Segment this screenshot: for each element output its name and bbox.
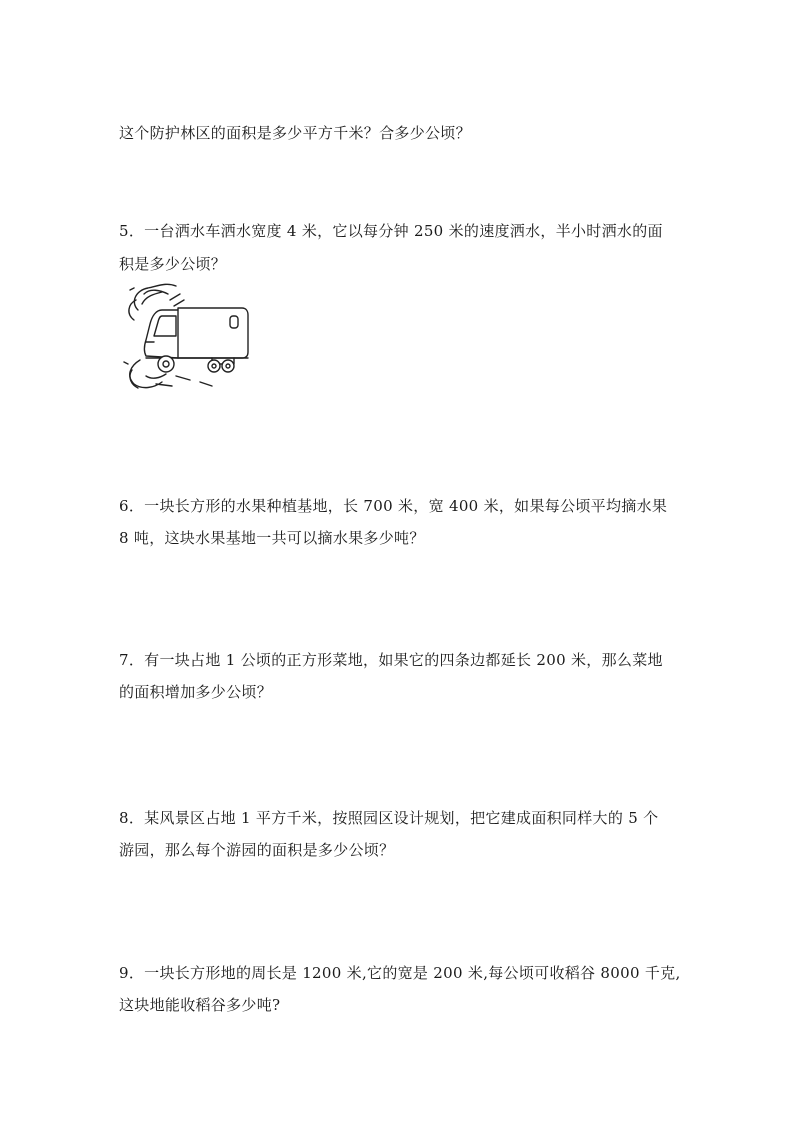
question-6-line-1: 6．一块长方形的水果种植基地，长 700 米，宽 400 米，如果每公顷平均摘水果: [119, 497, 668, 515]
question-5-line-1: 5．一台洒水车洒水宽度 4 米，它以每分钟 250 米的速度洒水，半小时洒水的面: [119, 222, 663, 240]
question-7-line-2: 的面积增加多少公顷？: [119, 683, 273, 701]
question-9-line-1: 9．一块长方形地的周长是 1200 米,它的宽是 200 米,每公顷可收稻谷 8000 千克,: [119, 964, 681, 982]
question-4-tail: 这个防护林区的面积是多少平方千米？合多少公顷？: [119, 124, 471, 142]
question-6-line-2: 8 吨，这块水果基地一共可以摘水果多少吨？: [119, 529, 425, 547]
question-5-line-2: 积是多少公顷？: [119, 255, 227, 273]
question-9-line-2: 这块地能收稻谷多少吨?: [119, 996, 281, 1014]
question-7-line-1: 7．有一块占地 1 公顷的正方形菜地，如果它的四条边都延长 200 米，那么菜地: [119, 651, 663, 669]
water-truck-icon: [116, 280, 252, 396]
question-8-line-1: 8．某风景区占地 1 平方千米，按照园区设计规划，把它建成面积同样大的 5 个: [119, 809, 659, 827]
question-8-line-2: 游园，那么每个游园的面积是多少公顷？: [119, 841, 395, 859]
